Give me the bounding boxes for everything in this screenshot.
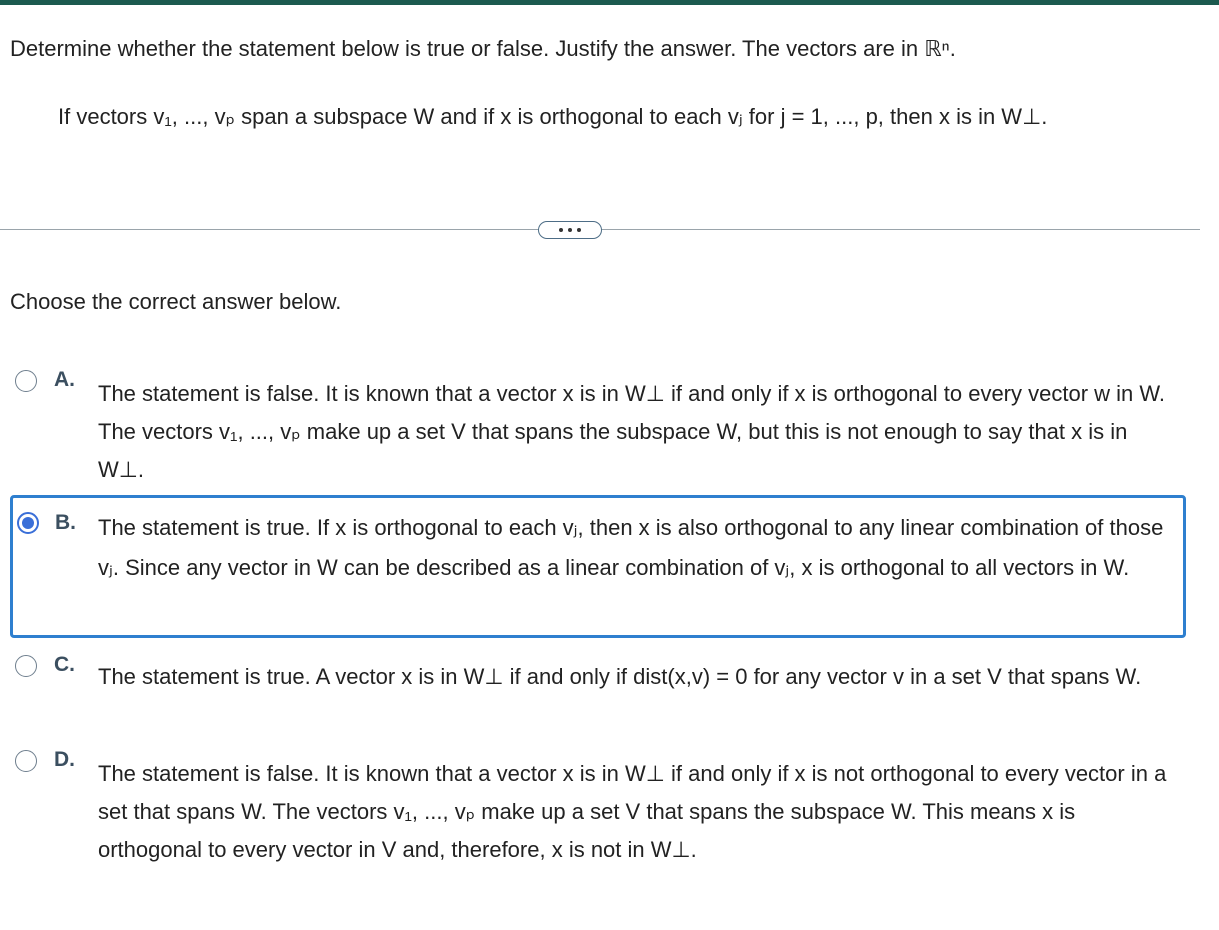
option-text-a: The statement is false. It is known that a vector x is in W⊥ if and only if x is orthogonal to every vector w in W. The vectors v₁, ..., vₚ make up a set V that spans the subspace W, but this is not enough to say that x is in W⊥. xyxy=(98,381,1166,482)
option-letter-b: B. xyxy=(55,511,76,534)
radio-button-a[interactable] xyxy=(15,370,37,392)
answer-option-b[interactable] xyxy=(10,495,1186,638)
answer-option-d[interactable] xyxy=(10,745,1186,870)
question-prompt: Determine whether the statement below is true or false. Justify the answer. The vectors are in ℝⁿ. xyxy=(10,36,956,61)
ellipsis-dot-icon xyxy=(568,228,572,232)
option-letter-a: A. xyxy=(54,368,75,391)
option-text-b: The statement is true. If x is orthogonal to each vⱼ, then x is also orthogonal to any linear combination of those vⱼ. Since any vector in W can be described as a linear combination of vⱼ, x is orthogonal to all vectors in W. xyxy=(98,515,1164,580)
option-text-c: The statement is true. A vector x is in W⊥ if and only if dist(x,v) = 0 for any vector v in a set V that spans W. xyxy=(98,664,1142,689)
instruction-text: Choose the correct answer below. xyxy=(10,289,342,314)
radio-button-c[interactable] xyxy=(15,655,37,677)
question-statement: If vectors v₁, ..., vₚ span a subspace W and if x is orthogonal to each vⱼ for j = 1, ..., p, then x is in W⊥. xyxy=(58,104,1048,129)
top-accent-bar xyxy=(0,0,1219,5)
option-letter-c: C. xyxy=(54,653,75,676)
answer-option-c[interactable] xyxy=(10,650,1186,720)
expand-more-button[interactable] xyxy=(538,221,602,239)
radio-button-b-selected[interactable] xyxy=(17,512,39,534)
answer-option-a[interactable] xyxy=(10,365,1186,487)
radio-button-d[interactable] xyxy=(15,750,37,772)
ellipsis-dot-icon xyxy=(559,228,563,232)
option-letter-d: D. xyxy=(54,748,75,771)
option-text-d: The statement is false. It is known that a vector x is in W⊥ if and only if x is not orthogonal to every vector in a set that spans W. The vectors v₁, ..., vₚ make up a set V that spans the subspace W. This means x is orthogonal to every vector in V and, therefore, x is not in W⊥. xyxy=(98,761,1167,862)
ellipsis-dot-icon xyxy=(577,228,581,232)
